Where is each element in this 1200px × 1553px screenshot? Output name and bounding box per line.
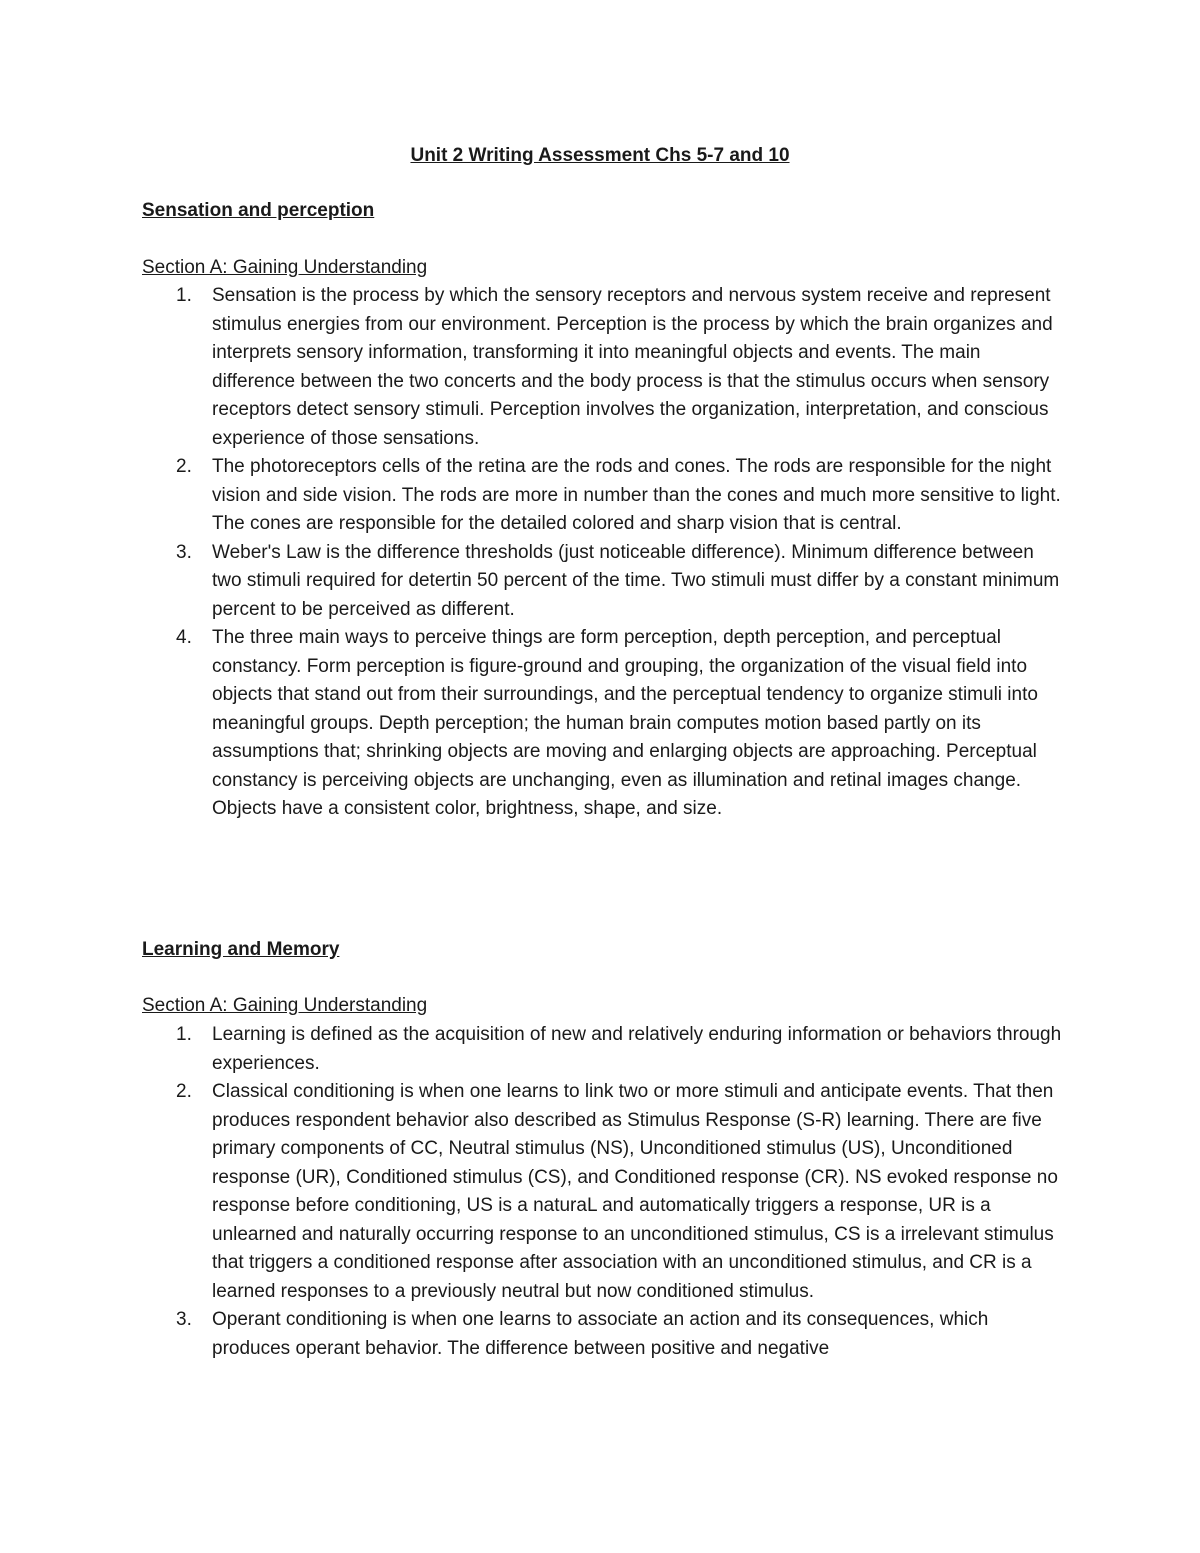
list-item <box>142 1078 1062 1306</box>
section-heading-sensation: Sensation and perception <box>142 200 375 221</box>
list-item-text: Operant conditioning is when one learns to associate an action and its consequences, which produces operant behavior. The difference between positive and negative <box>212 1309 989 1359</box>
list-item <box>142 282 1062 453</box>
list-item-number: 1. <box>176 285 192 306</box>
list-item-number: 2. <box>176 1081 192 1102</box>
list-item-text: Learning is defined as the acquisition of new and relatively enduring information or behaviors through experiences. <box>212 1024 1062 1074</box>
list-item-number: 4. <box>176 627 192 648</box>
subsection-label-learning: Section A: Gaining Understanding <box>142 995 428 1016</box>
list-item-text: Sensation is the process by which the sensory receptors and nervous system receive and represent stimulus energies from our environment. Perception is the process by which the brain organizes and interprets sensory information, transforming it into meaningful objects and events. The main difference between the two concerts and the body process is that the stimulus occurs when sensory receptors detect sensory stimuli. Perception involves the organization, interpretation, and conscious experience of those sensations. <box>212 285 1053 449</box>
list-item-text: The photoreceptors cells of the retina are the rods and cones. The rods are responsible for the night vision and side vision. The rods are more in number than the cones and much more sensitive to light. The cones are responsible for the detailed colored and sharp vision that is central. <box>212 456 1061 534</box>
answer-list-learning <box>142 1021 1062 1363</box>
list-item-number: 3. <box>176 541 192 563</box>
list-item-number: 2. <box>176 456 192 477</box>
list-item <box>142 1021 1062 1078</box>
list-item-text: Classical conditioning is when one learns to link two or more stimuli and anticipate events. That then produces respondent behavior also described as Stimulus Response (S-R) learning. There are five primary components of CC, Neutral stimulus (NS), Unconditioned stimulus (US), Unconditioned response (UR), Conditioned stimulus (CS), and Conditioned response (CR). NS evoked response no response before conditioning, US is a naturaL and automatically triggers a response, UR is a unlearned and naturally occurring response to an unconditioned stimulus, CS is a irrelevant stimulus that triggers a conditioned response after association with an unconditioned stimulus, and CR is a learned responses to a previously neutral but now conditioned stimulus. <box>212 1081 1058 1302</box>
subsection-label-sensation: Section A: Gaining Understanding <box>142 257 428 278</box>
document-title: Unit 2 Writing Assessment Chs 5-7 and 10 <box>410 145 790 166</box>
list-item-text: The three main ways to perceive things are form perception, depth perception, and perceptual constancy. Form perception is figure-ground and grouping, the organization of the visual field into objects that stand out from their surroundings, and the perceptual tendency to organize stimuli into meaningful groups. Depth perception; the human brain computes motion based partly on its assumptions that; shrinking objects are moving and enlarging objects are approaching. Perceptual constancy is perceiving objects are unchanging, even as illumination and retinal images change. Objects have a consistent color, brightness, shape, and size. <box>212 627 1038 819</box>
list-item <box>142 539 1062 625</box>
list-item-number: 1. <box>176 1024 192 1045</box>
list-item-text: Weber's Law is the difference thresholds (just noticeable difference). Minimum difference between two stimuli required for detertin 50 percent of the time. Two stimuli must differ by a constant minimum percent to be perceived as different. <box>212 541 1060 620</box>
answer-list-sensation <box>142 282 1062 824</box>
list-item <box>142 624 1062 824</box>
list-item-number: 3. <box>176 1309 192 1330</box>
list-item <box>142 453 1062 539</box>
section-heading-learning: Learning and Memory <box>142 939 340 960</box>
list-item <box>142 1306 1062 1363</box>
